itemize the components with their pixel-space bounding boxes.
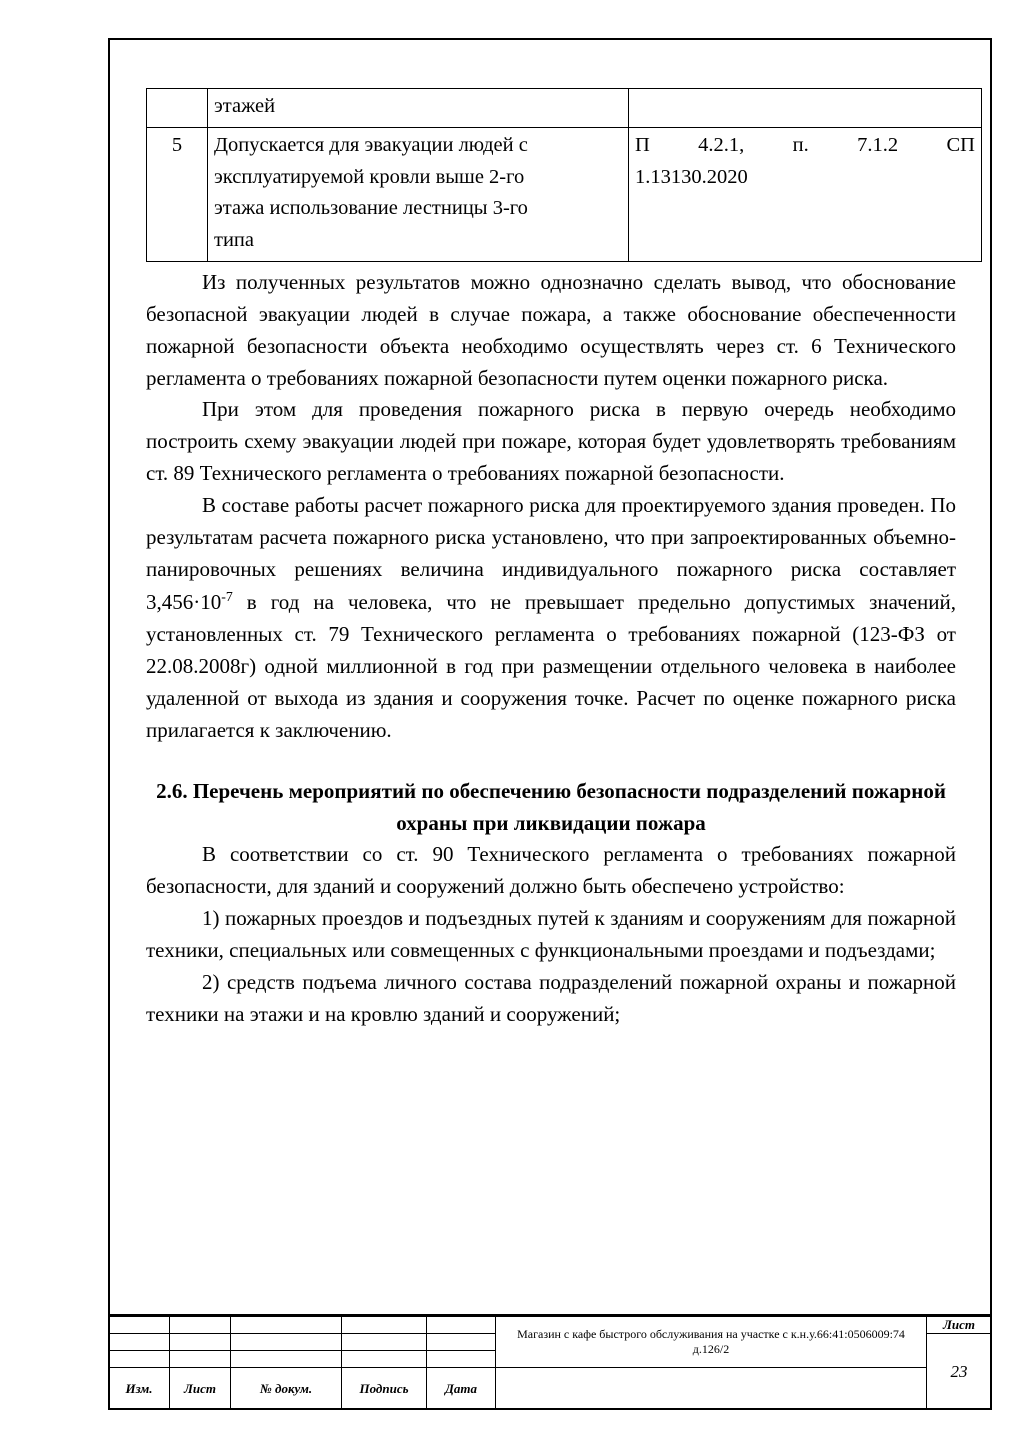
- section-heading-line2: пожарной охраны при ликвидации пожара: [396, 779, 946, 835]
- stamp-cell-list-empty-3: [170, 1351, 231, 1368]
- table-cell-description: этажей: [208, 89, 629, 128]
- stamp-cell-blank-bottom: [496, 1368, 927, 1410]
- stamp-cell-data-empty-3: [427, 1351, 496, 1368]
- table-cell-number: 5: [147, 127, 208, 261]
- stamp-cell-docum-empty-2: [231, 1334, 342, 1351]
- paragraph-article-90: В соответствии со ст. 90 Технического регламента о требованиях пожарной безопасности, для зданий и сооружений должно быть обеспечено устройство:: [146, 842, 956, 899]
- requirements-table: [146, 88, 982, 262]
- stamp-cell-list-empty: [170, 1317, 231, 1334]
- stamp-sheet-label: Лист: [927, 1317, 992, 1334]
- paragraph-item-2: 2) средств подъема личного состава подразделений пожарной охраны и пожарной техники на этажи и на кровлю зданий и сооружений;: [146, 970, 956, 1026]
- risk-exponent: -7: [221, 588, 233, 604]
- paragraph-item-1: 1) пожарных проездов и подъездных путей к зданиям и сооружениям для пожарной техники, специальных или совмещенных с функциональными проездами и подъездами;: [146, 906, 956, 963]
- stamp-cell-izm-empty: [109, 1317, 170, 1334]
- desc-line-3: этажа использование лестницы 3-го: [214, 197, 528, 220]
- stamp-header-data: Дата: [427, 1368, 496, 1410]
- table-cell-description: [208, 127, 629, 261]
- stamp-cell-list-empty-2: [170, 1334, 231, 1351]
- stamp-cell-data-empty-2: [427, 1334, 496, 1351]
- stamp-header-docum: № докум.: [231, 1368, 342, 1410]
- stamp-table: [108, 1316, 992, 1410]
- stamp-row-empty-1: [109, 1317, 992, 1334]
- stamp-header-podpis: Подпись: [342, 1368, 427, 1410]
- table-row: [147, 89, 982, 128]
- paragraph-conclusion: Из полученных результатов можно однозначно сделать вывод, что обоснование безопасной эвакуации людей в случае пожара, а также обоснование обеспеченности пожарной безопасности объекта необходимо осуществлять через ст. 6 Технического регламента о требованиях пожарной безопасности путем оценки пожарного риска.: [146, 269, 956, 390]
- paragraph-fire-risk: [146, 490, 956, 746]
- stamp-header-izm: Изм.: [109, 1368, 170, 1410]
- stamp-object-title: Магазин с кафе быстрого обслуживания на участке с к.н.у.66:41:0506009:74 д.126/2: [496, 1317, 927, 1368]
- stamp-cell-izm-empty-3: [109, 1351, 170, 1368]
- stamp-cell-podpis-empty-2: [342, 1334, 427, 1351]
- stamp-cell-docum-empty-3: [231, 1351, 342, 1368]
- stamp-cell-izm-empty-2: [109, 1334, 170, 1351]
- section-heading-line1: 2.6. Перечень мероприятий по обеспечению безопасности подразделений: [156, 779, 847, 804]
- desc-line-1: Допускается для эвакуации людей с: [214, 133, 528, 156]
- risk-text-part1: В составе работы расчет пожарного риска для проектируемого здания проведен. По результатам расчета пожарного риска установлено, что при запроектированных объемно-панировочных решениях величина индивидуального пожарного риска составляет 3,456·10: [146, 493, 956, 614]
- stamp-cell-docum-empty: [231, 1317, 342, 1334]
- table-cell-reference: [629, 89, 982, 128]
- section-heading: [146, 776, 956, 839]
- desc-line-2: эксплуатируемой кровли выше 2-го: [214, 165, 525, 188]
- table-cell-reference: [629, 127, 982, 261]
- stamp-header-list: Лист: [170, 1368, 231, 1410]
- desc-line-4: типа: [214, 229, 254, 252]
- stamp-cell-podpis-empty-3: [342, 1351, 427, 1368]
- reference-line-1: П 4.2.1, п. 7.1.2 СП: [635, 133, 975, 156]
- reference-line-2: 1.13130.2020: [635, 165, 748, 188]
- risk-text-part2: в год на человека, что не превышает предельно допустимых значений, установленных ст. 79 Технического регламента о требованиях пожарной (123-ФЗ от 22.08.2008г) одной миллионной в год при размещении отдельного человека в наиболее удаленной от выхода из здания и сооружения точке. Расчет по оценке пожарного риска прилагается к заключению.: [146, 589, 956, 742]
- table-cell-number: [147, 89, 208, 128]
- document-content: [146, 88, 975, 1031]
- stamp-row-headers: [109, 1368, 992, 1410]
- stamp-sheet-number: 23: [927, 1334, 992, 1410]
- title-block-stamp: [108, 1314, 992, 1410]
- stamp-cell-data-empty: [427, 1317, 496, 1334]
- stamp-cell-podpis-empty: [342, 1317, 427, 1334]
- paragraph-evacuation-scheme: При этом для проведения пожарного риска в первую очередь необходимо построить схему эвакуации людей при пожаре, которая будет удовлетворять требованиям ст. 89 Технического регламента о требованиях пожарной безопасности.: [146, 397, 956, 486]
- table-row: [147, 127, 982, 261]
